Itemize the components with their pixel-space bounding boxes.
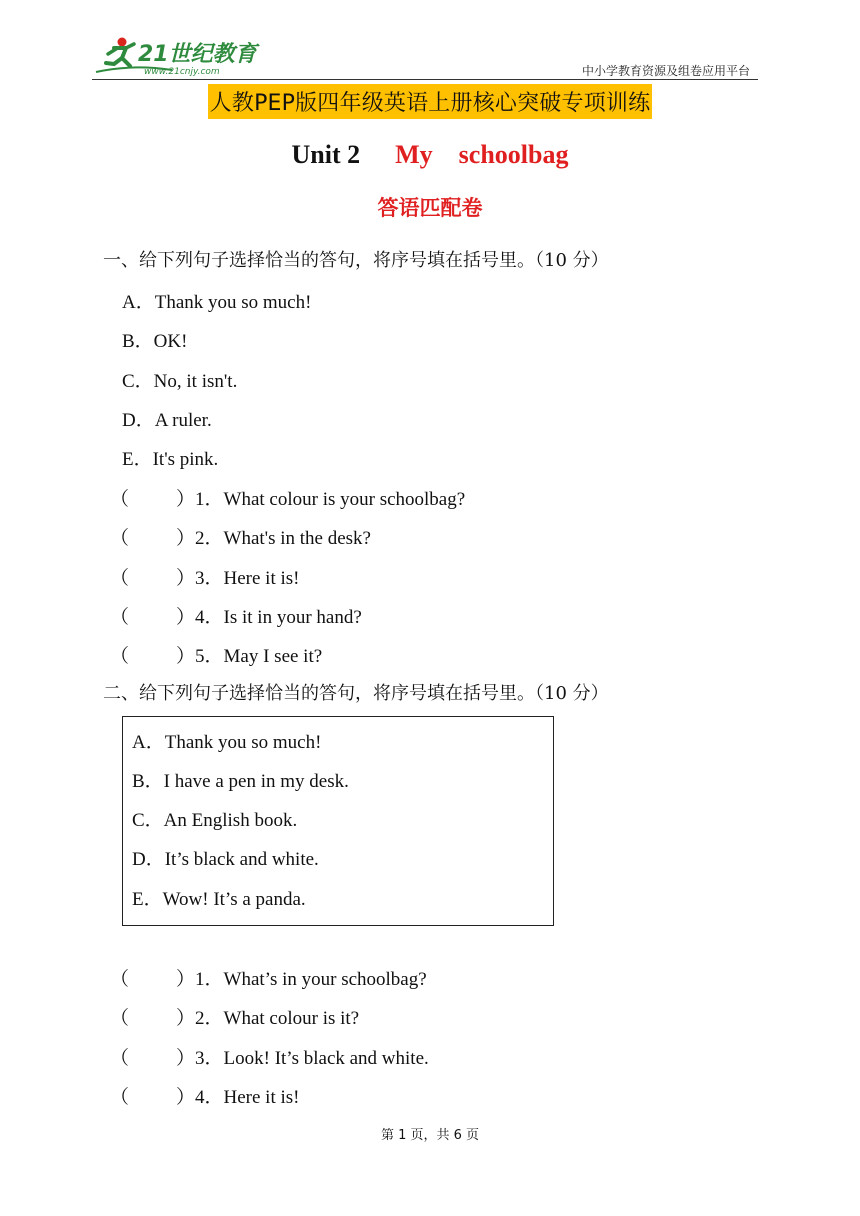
section1-option-c: C．No, it isn't. <box>122 371 238 392</box>
answer-blank-open[interactable]: （ <box>110 528 130 549</box>
header-divider <box>92 79 758 80</box>
section2-option-a: A．Thank you so much! <box>132 732 322 753</box>
unit-label: Unit 2 <box>291 140 361 169</box>
series-title: 人教PEP版四年级英语上册核心突破专项训练 <box>208 84 653 119</box>
answer-blank-open[interactable]: （ <box>110 489 130 510</box>
section2-question-1 <box>110 964 427 991</box>
logo-url-text: www.21cnjy.com <box>144 67 220 77</box>
answer-blank-open[interactable]: （ <box>110 1048 130 1069</box>
question-text: 3．Look! It’s black and white. <box>195 1048 429 1069</box>
section1-option-d: D．A ruler. <box>122 410 212 431</box>
page-number: 第 1 页，共 6 页 <box>380 1128 480 1143</box>
section1-heading: 一、给下列句子选择恰当的答句，将序号填在括号里。（10 分） <box>103 250 609 271</box>
section1-question-2 <box>110 523 371 550</box>
question-text: 3．Here it is! <box>195 568 300 589</box>
question-text: 1．What colour is your schoolbag? <box>195 489 466 510</box>
section2-question-4 <box>110 1082 300 1109</box>
answer-blank-close: ） <box>176 568 196 589</box>
worksheet-subtitle: 答语匹配卷 <box>377 196 483 220</box>
section2-option-c: C．An English book. <box>132 810 298 831</box>
section1-question-3 <box>110 563 300 590</box>
section2-option-e: E．Wow! It’s a panda. <box>132 889 306 910</box>
question-text: 5．May I see it? <box>195 646 323 667</box>
section2-question-2 <box>110 1003 359 1030</box>
section1-question-1 <box>110 484 465 511</box>
section2-question-3 <box>110 1043 429 1070</box>
answer-blank-close: ） <box>176 607 196 628</box>
section2-heading: 二、给下列句子选择恰当的答句，将序号填在括号里。（10 分） <box>103 683 609 704</box>
answer-blank-open[interactable]: （ <box>110 969 130 990</box>
unit-title <box>0 140 860 170</box>
answer-blank-open[interactable]: （ <box>110 607 130 628</box>
question-text: 2．What's in the desk? <box>195 528 371 549</box>
answer-blank-close: ） <box>176 1048 196 1069</box>
site-tagline: 中小学教育资源及组卷应用平台 <box>581 64 750 78</box>
answer-blank-close: ） <box>176 969 196 990</box>
section2-option-d: D．It’s black and white. <box>132 849 319 870</box>
section1-question-5 <box>110 641 322 668</box>
answer-blank-close: ） <box>176 646 196 667</box>
section1-option-b: B．OK! <box>122 331 188 352</box>
series-title-wrap <box>0 84 860 119</box>
answer-blank-open[interactable]: （ <box>110 568 130 589</box>
section2-options-box <box>122 716 554 926</box>
runner-logo-icon <box>92 34 262 78</box>
question-text: 4．Is it in your hand? <box>195 607 362 628</box>
question-text: 4．Here it is! <box>195 1087 300 1108</box>
answer-blank-close: ） <box>176 528 196 549</box>
section1-question-4 <box>110 602 362 629</box>
answer-blank-close: ） <box>176 489 196 510</box>
answer-blank-open[interactable]: （ <box>110 1008 130 1029</box>
question-text: 2．What colour is it? <box>195 1008 360 1029</box>
section2-option-b: B．I have a pen in my desk. <box>132 771 349 792</box>
answer-blank-open[interactable]: （ <box>110 1087 130 1108</box>
site-logo <box>92 34 262 78</box>
question-text: 1．What’s in your schoolbag? <box>195 969 427 990</box>
answer-blank-open[interactable]: （ <box>110 646 130 667</box>
unit-name: My schoolbag <box>395 140 569 169</box>
answer-blank-close: ） <box>176 1008 196 1029</box>
answer-blank-close: ） <box>176 1087 196 1108</box>
section1-option-a: A．Thank you so much! <box>122 292 312 313</box>
section1-option-e: E．It's pink. <box>122 449 219 470</box>
logo-brand-text: 21世纪教育 <box>138 42 257 67</box>
page-header <box>92 34 758 80</box>
